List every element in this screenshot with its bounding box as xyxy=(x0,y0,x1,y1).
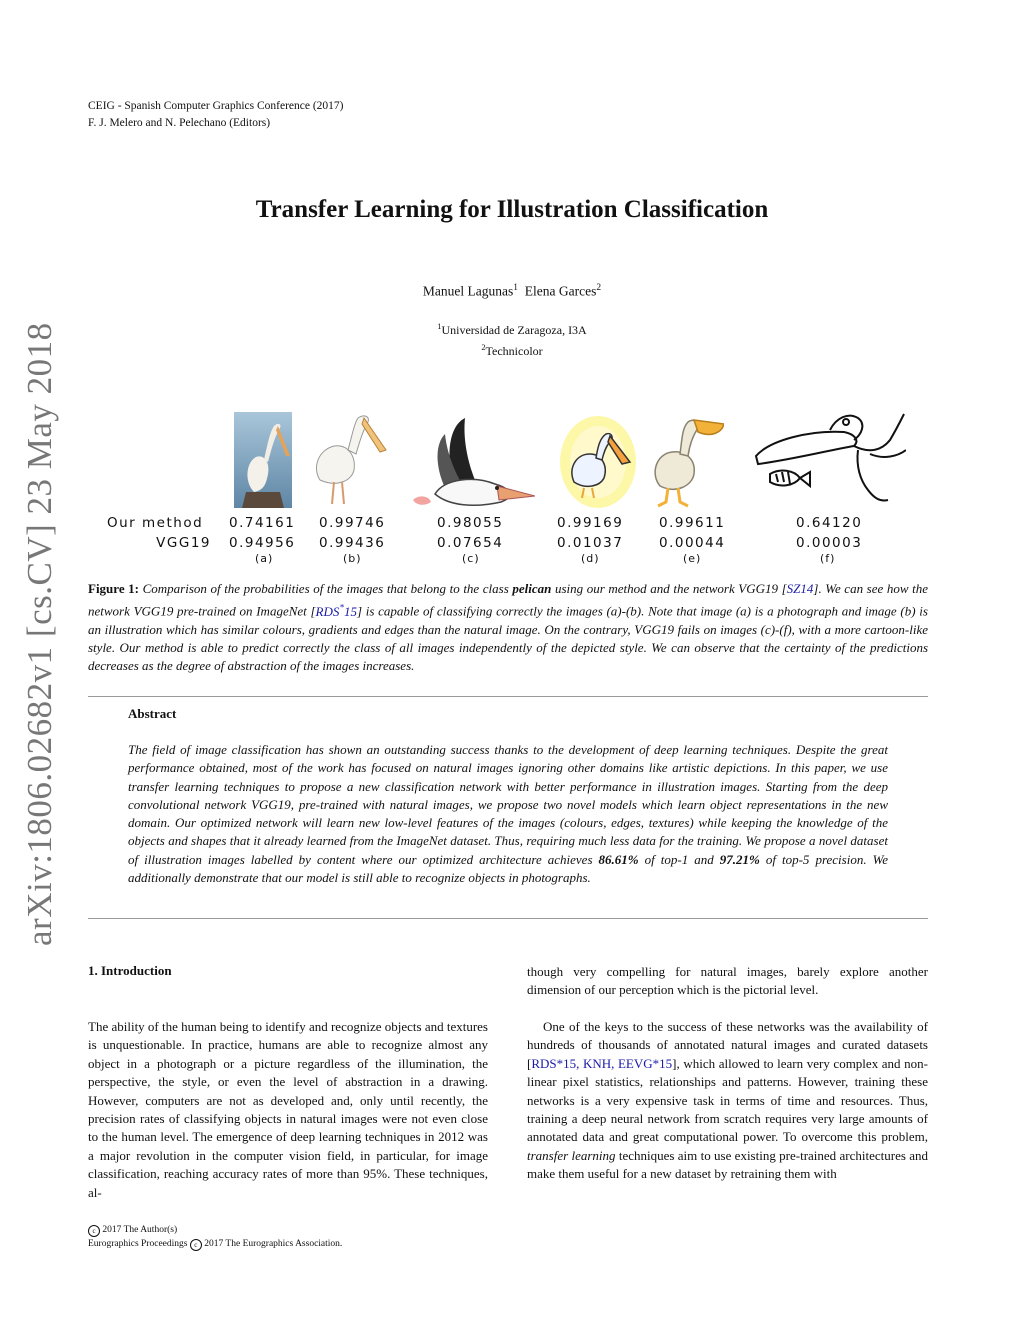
author-sup: 2 xyxy=(596,283,602,293)
pelican-line-drawing-icon xyxy=(750,410,906,508)
panel-label: (b) xyxy=(343,552,362,565)
score-ours: 0.64120 xyxy=(796,515,863,531)
venue-header xyxy=(88,98,344,131)
pelican-photo-icon xyxy=(234,412,292,508)
para-text: ], which allowed to learn very complex and non-linear pixel statistics, relationships and patterns. However, training these networks is a very expensive task in terms of time and resources. Thus, training a deep neural network from scratch requires very large amounts of annotated data and great computational power. To overcome this problem, xyxy=(527,1055,928,1145)
intro-right-paragraph: though very compelling for natural images, barely explore another dimension of our perception which is the pictorial level. xyxy=(527,964,928,998)
para-italic: transfer learning xyxy=(527,1147,616,1163)
caption-text: ] is capable of classifying correctly the images (a)-(b). Note that image (a) is a photograph and image (b) is an illustration which has similar colours, gradients and edges than the natural image. On the contrary, VGG19 fails on images (c)-(f), with a more cartoon-like style. Our method is able to predict correctly the class of all images independently of the depicted style. We can observe that the certainty of the predictions decreases as the degree of abstraction of the images increases. xyxy=(88,603,928,674)
score-ours: 0.99169 xyxy=(557,515,624,531)
pelican-glow-cartoon-icon xyxy=(560,416,636,508)
para-text: techniques aim to use existing pre-trained architectures and make them useful for a new dataset by retraining them with xyxy=(527,1147,928,1182)
score-vgg: 0.99436 xyxy=(319,535,386,551)
caption-text: ]. We can see how the network VGG19 pre-trained on ImageNet [ xyxy=(88,581,929,619)
affiliation: Universidad de Zaragoza, I3A xyxy=(441,323,587,337)
copyright-text: Eurographics Proceedings xyxy=(88,1238,188,1249)
score-ours: 0.99746 xyxy=(319,515,386,531)
affiliation: Technicolor xyxy=(485,344,543,358)
divider xyxy=(88,918,928,919)
author-list xyxy=(0,283,1024,300)
abstract-para: The field of image classification has shown an outstanding success thanks to the development of deep learning techniques. Despite the great performance obtained, most of the work has focused on natural images ignoring other domains like artistic depictions. In this paper, we use transfer learning techniques to propose a new classification network with better performance in illustration images. Starting from the deep convolutional network VGG19, pre-trained with natural images, we propose two novel models which learn object representations in the new domain. Our optimized network will learn new low-level features of the images (colours, edges, textures) while keeping the knowledge of the objects and shapes that it already learned from the ImageNet dataset. Thus, requiring much less data for the training. We propose a novel dataset of illustration images labelled by content where our optimized architecture achieves xyxy=(128,742,888,867)
para-text: One of the keys to the success of these networks was the availability of hundreds of thousands of annotated natural images and curated datasets [ xyxy=(527,1019,928,1071)
citation-link[interactable]: SZ14 xyxy=(786,581,814,596)
author-name: Manuel Lagunas xyxy=(422,283,514,299)
row-label-ours: Our method xyxy=(107,515,204,531)
venue-line: CEIG - Spanish Computer Graphics Conference (2017) xyxy=(88,100,344,112)
score-ours: 0.98055 xyxy=(437,515,504,531)
row-label-vgg: VGG19 xyxy=(156,535,211,551)
panel-label: (d) xyxy=(581,552,600,565)
pelican-painting-icon xyxy=(308,408,388,508)
caption-label: Figure 1: xyxy=(88,581,140,596)
score-vgg: 0.07654 xyxy=(437,535,504,551)
abstract-para: of top-5 precision. We additionally demonstrate that our model is still able to recognize objects in photographs. xyxy=(128,851,889,886)
abstract-text xyxy=(128,741,888,887)
affil-sup: 2 xyxy=(481,343,486,352)
affiliations xyxy=(0,318,1024,360)
abstract-para: of top-1 and xyxy=(644,851,714,867)
pelican-flying-cartoon-icon xyxy=(405,416,535,508)
abstract-heading: Abstract xyxy=(128,706,177,721)
caption-text: using our method and the network VGG19 [ xyxy=(554,581,787,596)
score-vgg: 0.94956 xyxy=(229,535,296,551)
cite-text: RDS xyxy=(315,603,340,619)
copyright-icon: c xyxy=(190,1239,202,1251)
copyright-footer xyxy=(88,1224,342,1251)
cite-sup: * xyxy=(339,602,344,613)
author-name: Elena Garces xyxy=(524,283,597,299)
score-vgg: 0.01037 xyxy=(557,535,624,551)
intro-right-paragraph xyxy=(527,1018,928,1184)
panel-label: (c) xyxy=(462,552,480,565)
citation-link[interactable]: RDS*15, KNH, EEVG*15 xyxy=(531,1055,673,1071)
figure-caption xyxy=(88,580,928,675)
panel-label: (f) xyxy=(820,552,836,565)
cite-text: 15 xyxy=(343,603,357,619)
top1-value: 86.61% xyxy=(598,851,639,867)
author-sup: 1 xyxy=(513,283,518,293)
copyright-text: 2017 The Author(s) xyxy=(102,1225,178,1235)
citation-link[interactable] xyxy=(316,604,357,619)
top5-value: 97.21% xyxy=(719,851,760,867)
pelican-flat-cartoon-icon xyxy=(640,412,724,508)
copyright-icon: c xyxy=(88,1225,100,1237)
editors-line: F. J. Melero and N. Pelechano (Editors) xyxy=(88,116,271,129)
paper-title: Transfer Learning for Illustration Classification xyxy=(255,196,769,223)
copyright-text: 2017 The Eurographics Association. xyxy=(204,1238,343,1249)
score-vgg: 0.00003 xyxy=(796,535,863,551)
score-vgg: 0.00044 xyxy=(659,535,726,551)
divider xyxy=(88,696,928,697)
panel-label: (a) xyxy=(255,552,274,565)
caption-bold: pelican xyxy=(512,581,552,596)
panel-label: (e) xyxy=(683,552,702,565)
affil-sup: 1 xyxy=(437,322,442,331)
score-ours: 0.74161 xyxy=(229,515,296,531)
figure-images xyxy=(100,408,930,508)
section-heading: 1. Introduction xyxy=(88,963,172,978)
arxiv-stamp: arXiv:1806.02682v1 [cs.CV] 23 May 2018 xyxy=(20,322,59,946)
caption-text: Comparison of the probabilities of the images that belong to the class xyxy=(142,581,509,596)
intro-left-paragraph: The ability of the human being to identify and recognize objects and textures is unquestionable. In practice, humans are able to recognize almost any object in a photograph or a picture regardless of the illumination, the perspective, the style, or even the level of abstraction in a drawing. However, computers are not as developed and, only until recently, the precision rates of classifying objects in natural images were not even close to the human level. The emergence of deep learning techniques in 2012 was a major revolution in the computer vision field, in particular, for image classification, reaching accuracy rates of more than 95%. These techniques, al- xyxy=(88,1019,488,1200)
score-ours: 0.99611 xyxy=(659,515,726,531)
